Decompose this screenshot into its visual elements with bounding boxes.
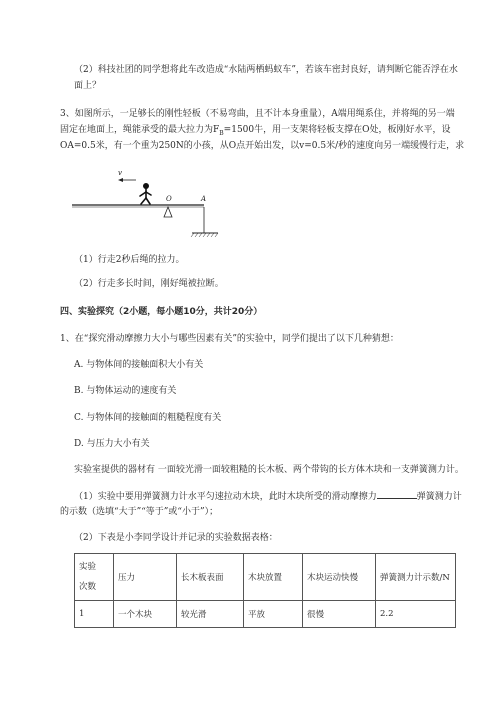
question-3-line-2 [60, 124, 451, 140]
question-2-line-2: 面上？ [74, 81, 102, 91]
question-3-line-3: OA=0.5米，有一个重为250N的小孩，从O点开始出发，以v=0.5米/秒的速度向另一端缓慢行走，求 [60, 141, 465, 151]
cell-trial: 1 [75, 601, 114, 628]
cell-reading: 2.2 [376, 601, 456, 628]
question-3-line-2-text: 固定在地面上，绳能承受的最大拉力为F [60, 125, 220, 135]
ground-hatch [191, 233, 218, 237]
question-2-line-1: （2）科技社团的同学想将此车改造成“水陆两栖蚂蚁车”，若该车密封良好，请判断它能否浮在水 [74, 65, 458, 75]
header-trial: 实验 次数 [75, 554, 114, 601]
header-speed: 木块运动快慢 [303, 554, 376, 601]
table-row [75, 601, 456, 628]
question-3-line-1: 3、如图所示，一足够长的刚性轻板（不易弯曲，且不计本身重量），A端用绳系住，并将绳的另一端 [60, 109, 455, 119]
experiment-intro: 1、在“探究滑动摩擦力大小与哪些因素有关”的实验中，同学们提出了以下几种猜想： [60, 334, 399, 344]
velocity-arrowhead [118, 178, 123, 182]
header-pressure: 压力 [114, 554, 177, 601]
question-3-sub-1: （1）行走2秒后绳的拉力。 [74, 255, 185, 265]
experiment-table [74, 553, 456, 628]
header-surface: 长木板表面 [177, 554, 244, 601]
part-1-line-2: 的示数（选填“大于”“等于”或“小于”）； [60, 507, 219, 517]
force-subscript: B [219, 129, 224, 137]
cell-pressure: 一个木块 [114, 601, 177, 628]
option-d: D. 与压力大小有关 [74, 439, 150, 449]
cell-surface: 较光滑 [177, 601, 244, 628]
header-reading: 弹簧测力计示数/N [376, 554, 456, 601]
velocity-label: v [118, 169, 122, 177]
cell-placement: 平放 [244, 601, 303, 628]
lever-figure [70, 165, 220, 245]
header-placement: 木块放置 [244, 554, 303, 601]
part-1-text-after: 弹簧测力计 [416, 492, 462, 502]
option-c: C. 与物体间的接触面的粗糙程度有关 [74, 413, 222, 423]
part-1-line-1 [74, 490, 462, 503]
answer-blank[interactable] [377, 490, 417, 499]
child-figure [140, 183, 151, 204]
end-a-label: A [201, 195, 207, 203]
part-1-text: （1）实验中要用弹簧测力计水平匀速拉动木块，此时木块所受的滑动摩擦力 [74, 492, 377, 502]
option-b: B. 与物体运动的速度有关 [74, 386, 177, 396]
pivot-label: O [166, 195, 172, 203]
equipment-text: 实验室提供的器材有 一面较光滑一面较粗糙的长木板、两个带钩的长方体木块和一支弹簧测力计。 [74, 465, 464, 475]
option-a: A. 与物体间的接触面积大小有关 [74, 360, 204, 370]
section-4-heading: 四、实验探究（2小题，每小题10分，共计20分） [60, 307, 263, 317]
question-3-line-2-rest: =1500牛，用一支架将轻板支撑在O处，板刚好水平，设 [223, 125, 451, 135]
question-3-sub-2: （2）行走多长时间，刚好绳被拉断。 [74, 279, 224, 289]
cell-speed: 很慢 [303, 601, 376, 628]
table-header-row [75, 554, 456, 601]
part-2-text: （2）下表是小李同学设计并记录的实验数据表格： [74, 533, 278, 543]
pivot-support [164, 207, 172, 217]
